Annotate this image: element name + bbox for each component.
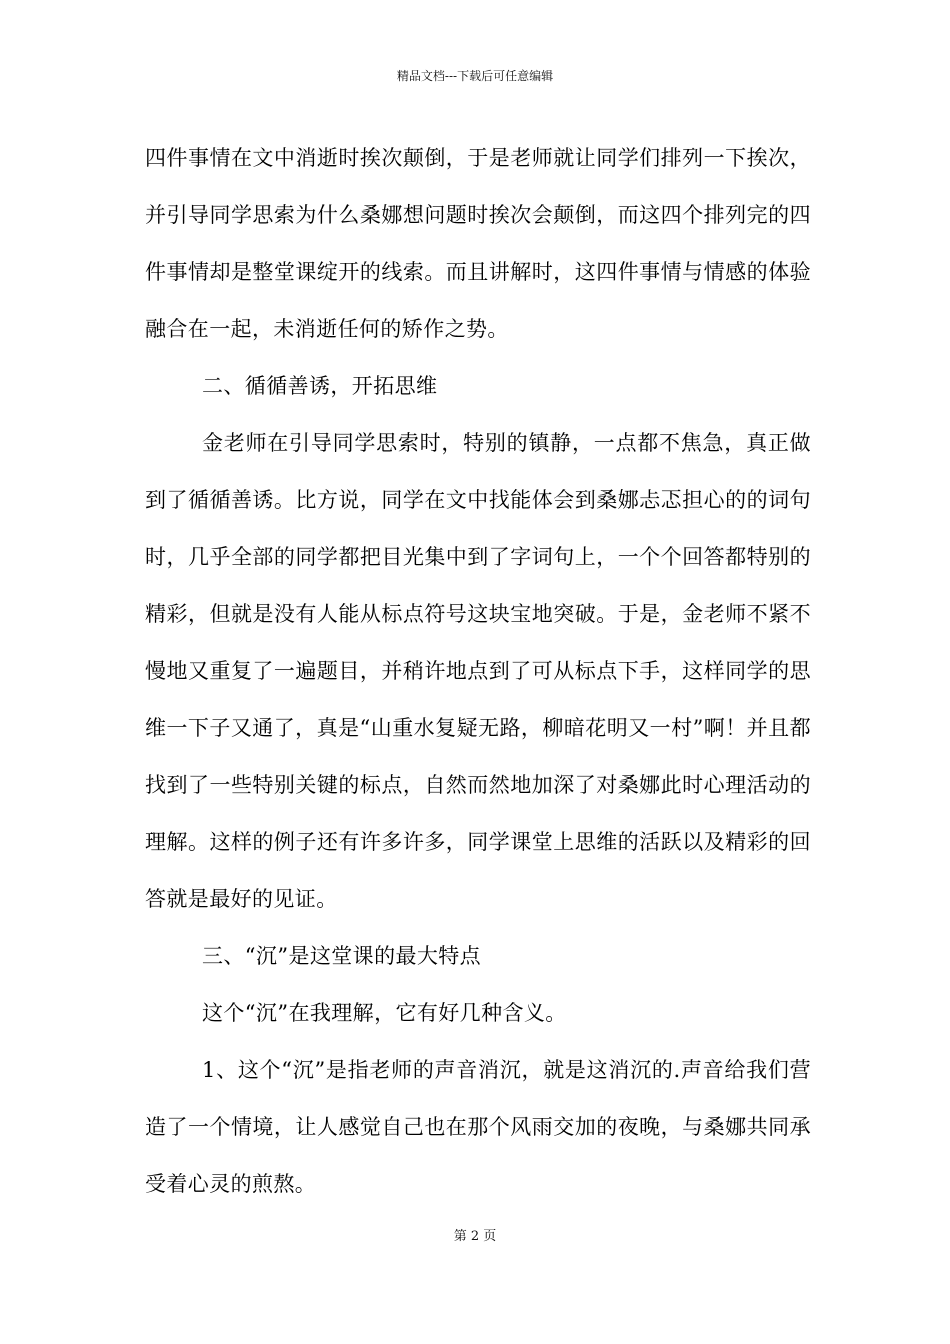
document-body	[145, 130, 811, 1213]
section-heading-2: 二、循循善诱，开拓思维	[202, 374, 438, 398]
paragraph-meaning-intro: 这个“沉”在我理解，它有好几种含义。	[202, 1001, 567, 1025]
page-number: 第 2 页	[453, 1229, 497, 1244]
paragraph-continuation: 四件事情在文中消逝时挨次颠倒，于是老师就让同学们排列一下挨次，并引导同学思索为什么桑娜想问题时挨次会颠倒，而这四个排列完的四件事情却是整堂课绽开的线索。而且讲解时，这四件事情与情感的体验融合在一起，未消逝任何的矫作之势。	[145, 146, 811, 341]
paragraph-guidance: 金老师在引导同学思索时，特别的镇静，一点都不焦急，真正做到了循循善诱。比方说，同学在文中找能体会到桑娜忐忑担心的的词句时，几乎全部的同学都把目光集中到了字词句上，一个个回答都特别的精彩，但就是没有人能从标点符号这块宝地突破。于是，金老师不紧不慢地又重复了一遍题目，并稍许地点到了可从标点下手，这样同学的思维一下子又通了，真是“山重水复疑无路，柳暗花明又一村”啊！并且都找到了一些特别关键的标点，自然而然地加深了对桑娜此时心理活动的理解。这样的例子还有许多许多，同学课堂上思维的活跃以及精彩的回答就是最好的见证。	[145, 431, 811, 911]
paragraph-point-1: 1、这个“沉”是指老师的声音消沉，就是这消沉的.声音给我们营造了一个情境，让人感觉自己也在那个风雨交加的夜晚，与桑娜共同承受着心灵的煎熬。	[145, 1058, 811, 1196]
section-heading-3: 三、“沉”是这堂课的最大特点	[202, 944, 482, 968]
page-header: 精品文档---下载后可任意编辑	[396, 69, 554, 83]
